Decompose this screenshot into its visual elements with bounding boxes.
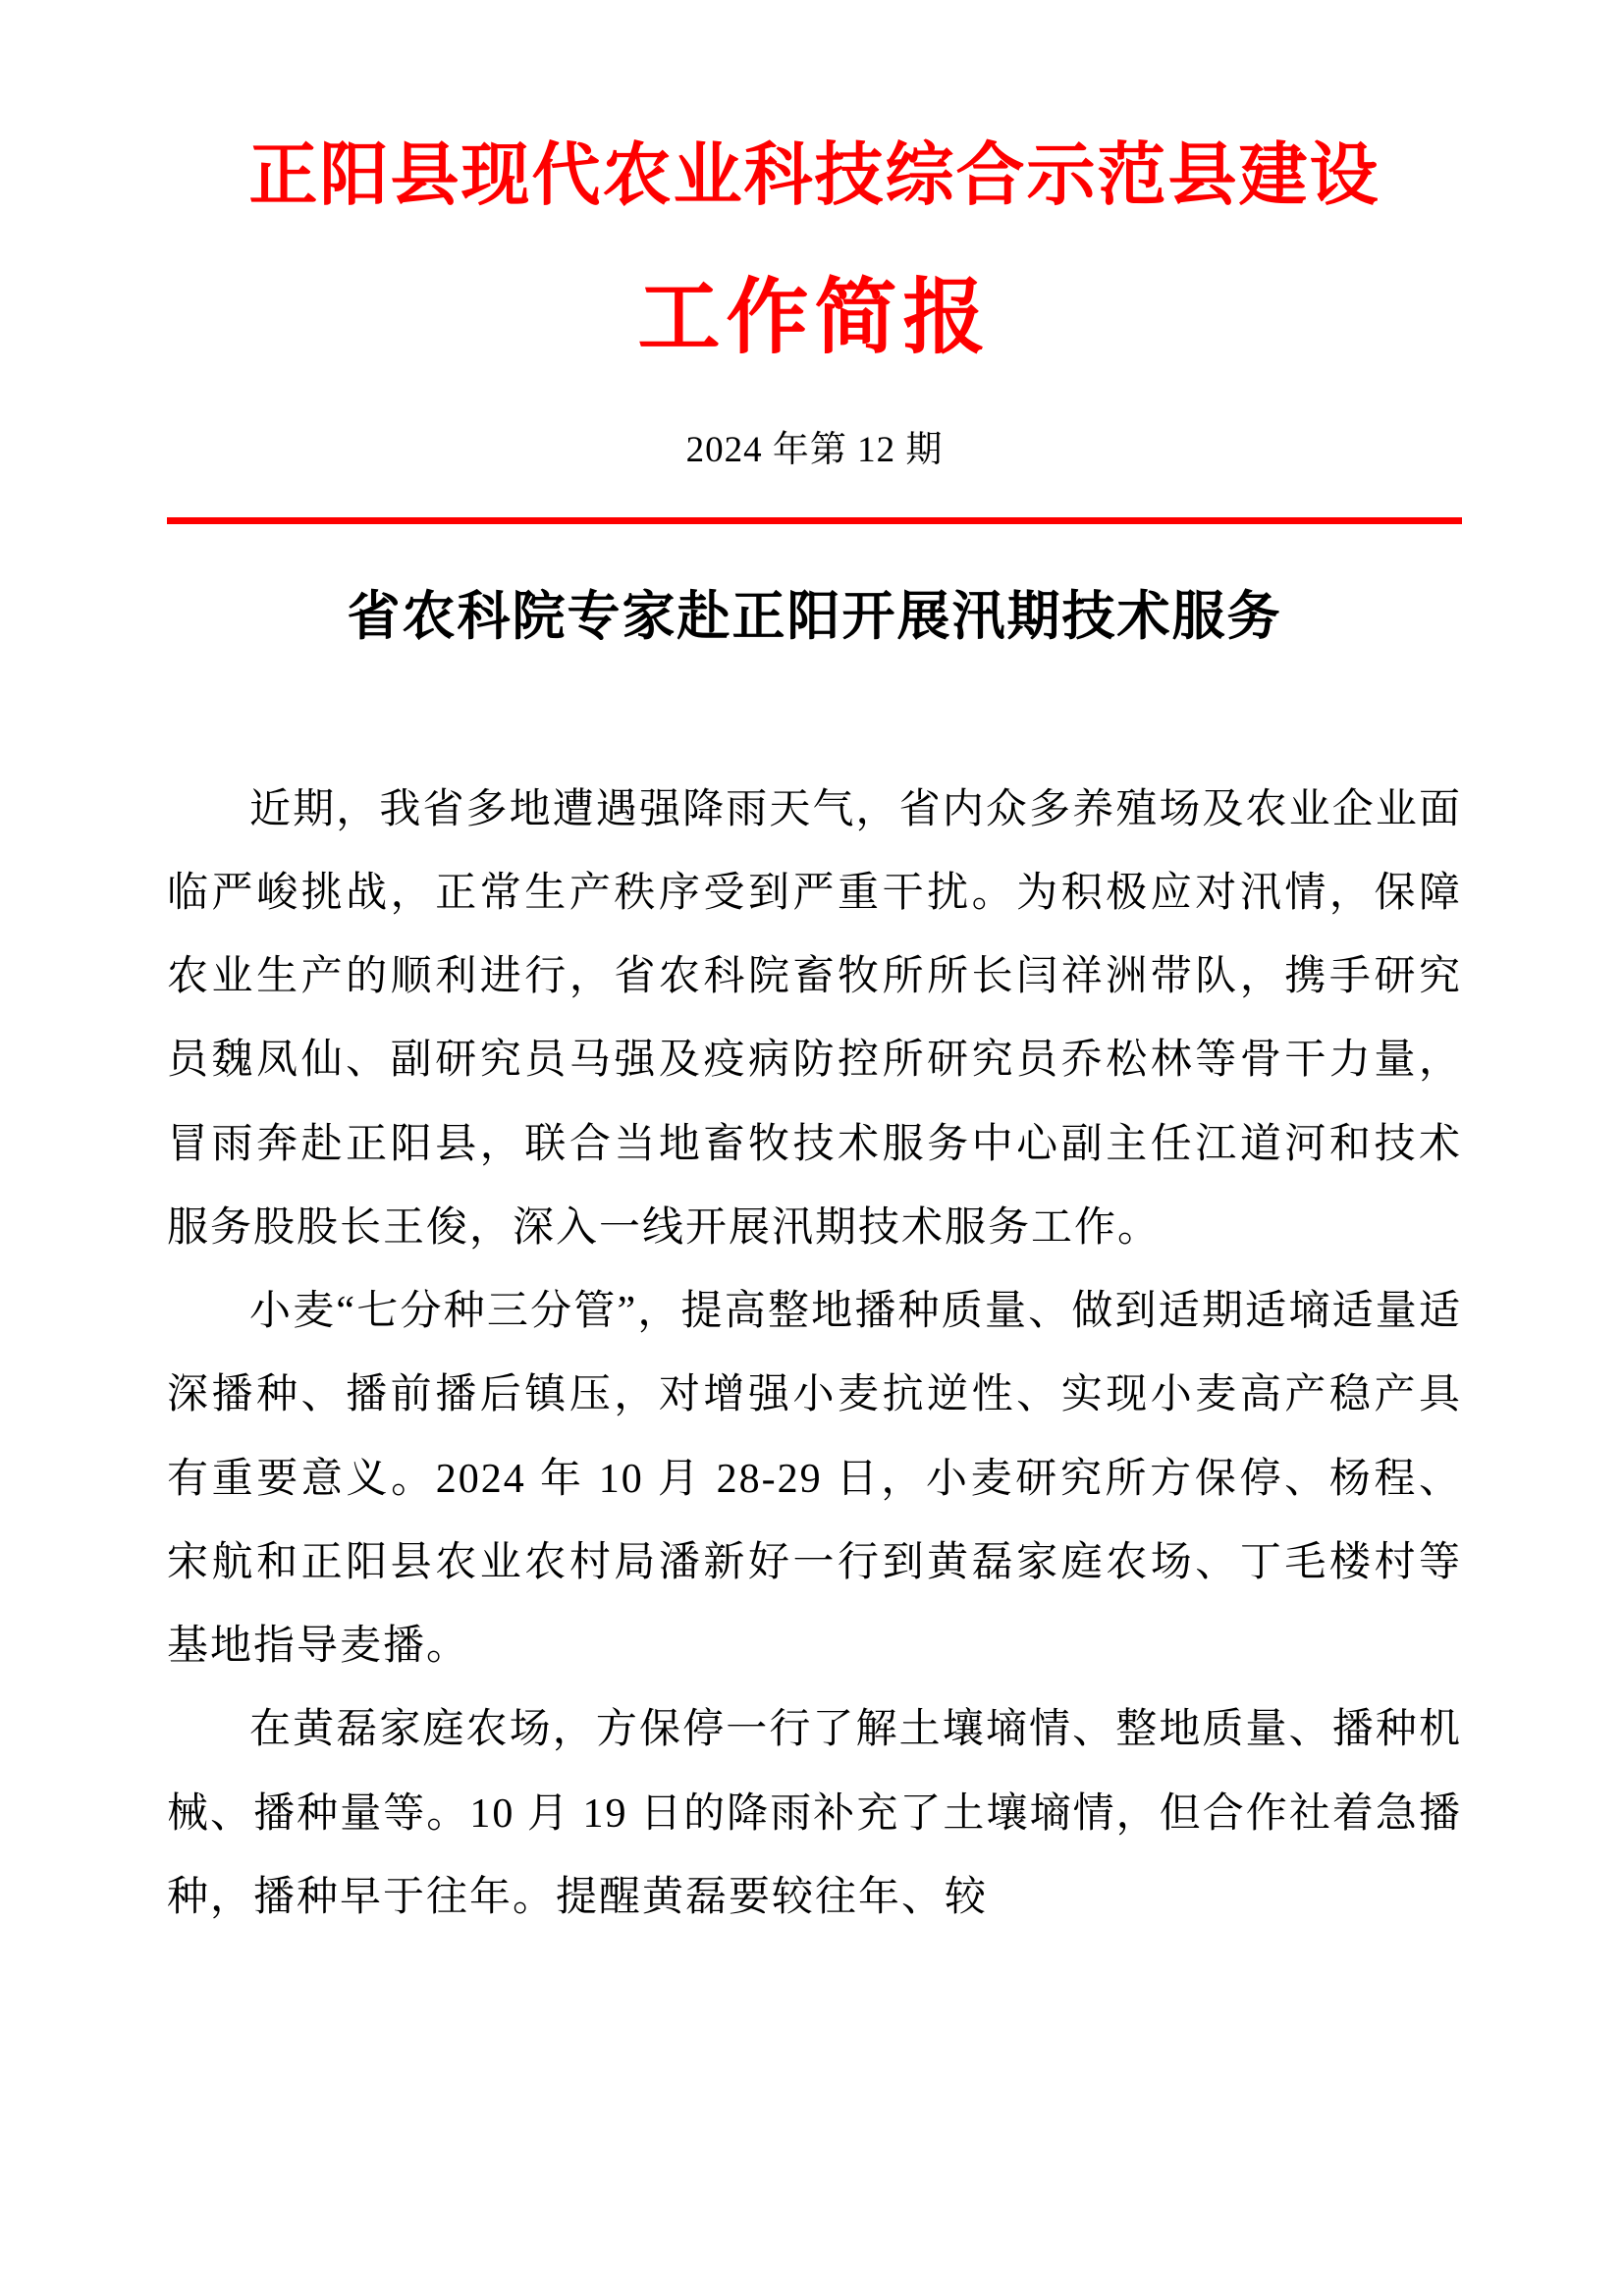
issue-number: 2024 年第 12 期 — [685, 429, 944, 470]
paragraph-1: 近期，我省多地遭遇强降雨天气，省内众多养殖场及农业企业面临严峻挑战，正常生产秩序受到严重干扰。为积极应对汛情，保障农业生产的顺利进行，省农科院畜牧所所长闫祥洲带队，携手研究员魏凤仙、副研究员马强及疫病防控所研究员乔松林等骨干力量，冒雨奔赴正阳县，联合当地畜牧技术服务中心副主任江道河和技术服务股股长王俊，深入一线开展汛期技术服务工作。 — [167, 786, 1462, 1251]
paragraph-2: 小麦“七分种三分管”，提高整地播种质量、做到适期适墒适量适深播种、播前播后镇压，对增强小麦抗逆性、实现小麦高产稳产具有重要意义。2024 年 10 月 28-29 日，小麦研究所方保停、杨程、宋航和正阳县农业农村局潘新好一行到黄磊家庭农场、丁毛楼村等基地指导麦播。 — [167, 1289, 1462, 1670]
bulletin-subtitle: 工作简报 — [637, 272, 992, 364]
paragraph-3: 在黄磊家庭农场，方保停一行了解土壤墒情、整地质量、播种机械、播种量等。10 月 19 日的降雨补充了土壤墒情，但合作社着急播种，播种早于往年。提醒黄磊要较往年、较 — [167, 1707, 1462, 1920]
article-headline: 省农科院专家赴正阳开展汛期技术服务 — [347, 586, 1282, 646]
red-divider-rule — [167, 517, 1462, 524]
bulletin-title: 正阳县现代农业科技综合示范县建设 — [248, 138, 1380, 214]
article-body — [167, 769, 1462, 1941]
